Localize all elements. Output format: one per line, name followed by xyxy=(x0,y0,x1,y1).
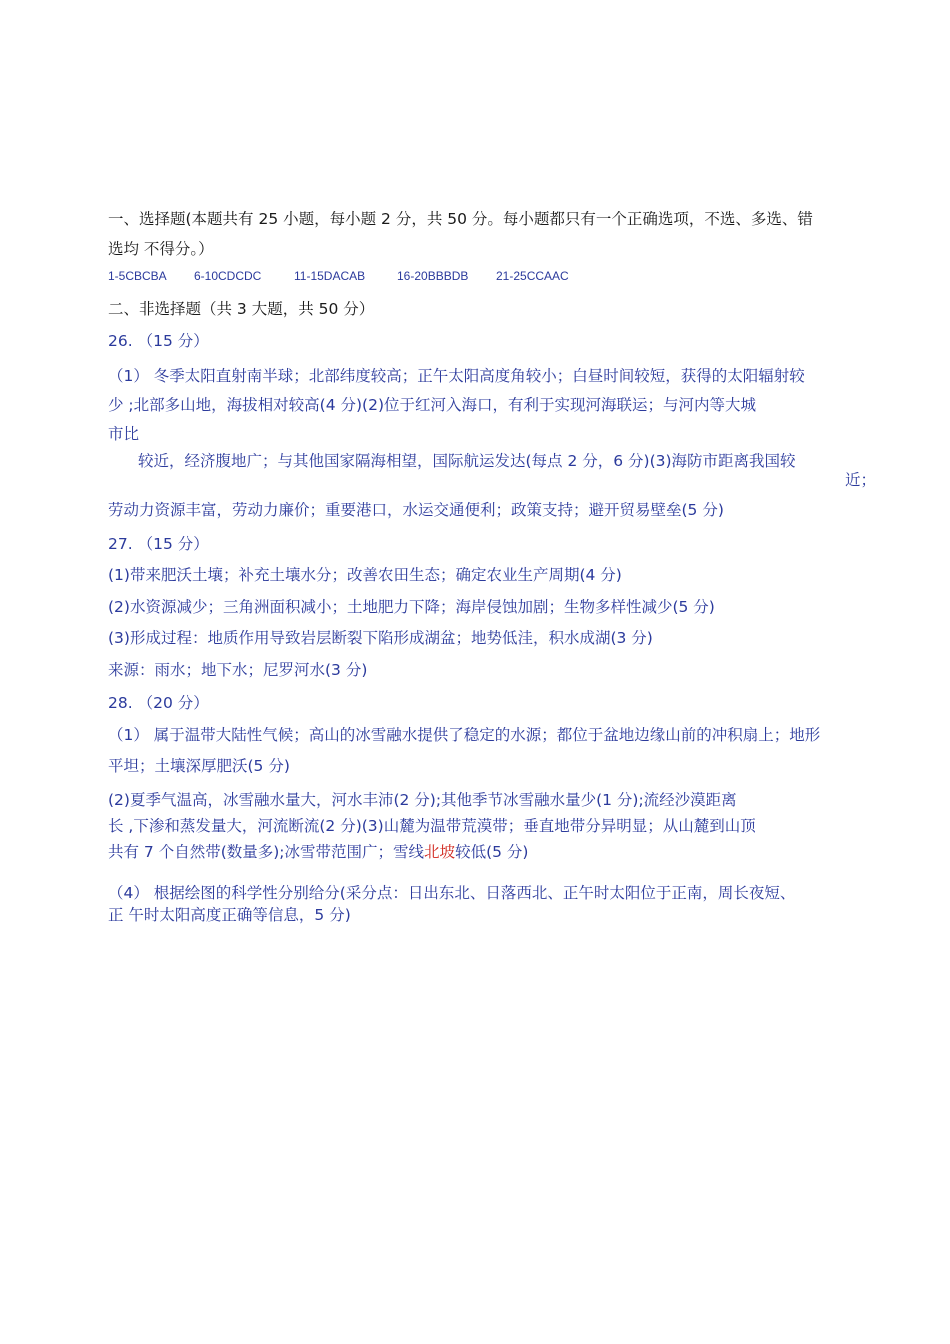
q27-line3: (3)形成过程：地质作用导致岩层断裂下陷形成湖盆；地势低洼，积水成湖(3 分) xyxy=(108,629,653,647)
answer-group-3: 11-15DACAB xyxy=(294,269,366,283)
q28-line5-tail: 较低(5 分) xyxy=(455,843,529,861)
q26-line1: （1） 冬季太阳直射南半球；北部纬度较高；正午太阳高度角较小；白昼时间较短，获得的太阳辐射较 xyxy=(108,367,805,385)
q28-line5 xyxy=(108,842,528,862)
q26-line2: 少 ;北部多山地，海拔相对较高(4 分)(2)位于红河入海口，有利于实现河海联运；与河内等大城 xyxy=(108,396,756,414)
q26-line4: 较近，经济腹地广；与其他国家隔海相望，国际航运发达(每点 2 分，6 分)(3)海防市距离我国较 xyxy=(138,452,796,470)
q28-line1: （1） 属于温带大陆性气候；高山的冰雪融水提供了稳定的水源；都位于盆地边缘山前的冲积扇上；地形 xyxy=(108,726,821,744)
q26-header: 26. （15 分） xyxy=(108,332,209,350)
section1-heading-line2: 选均 不得分。） xyxy=(108,240,214,258)
q28-header: 28. （20 分） xyxy=(108,694,209,712)
answer-group-1: 1-5CBCBA xyxy=(108,269,167,283)
q26-line4-continued: 近； xyxy=(845,471,877,489)
q26-line3: 市比 xyxy=(108,425,140,443)
highlight-north-slope: 北坡 xyxy=(424,843,456,861)
q27-header: 27. （15 分） xyxy=(108,535,209,553)
q27-line2: (2)水资源减少；三角洲面积减小；土地肥力下降；海岸侵蚀加剧；生物多样性减少(5 分) xyxy=(108,598,715,616)
answer-group-2: 6-10CDCDC xyxy=(194,269,262,283)
section2-heading: 二、非选择题（共 3 大题，共 50 分） xyxy=(108,300,375,318)
choice-answers xyxy=(108,269,569,283)
q28-line3: (2)夏季气温高，冰雪融水量大，河水丰沛(2 分);其他季节冰雪融水量少(1 分);流经沙漠距离 xyxy=(108,791,737,809)
q27-line4: 来源：雨水；地下水；尼罗河水(3 分) xyxy=(108,661,368,679)
q28-line7: 正 午时太阳高度正确等信息，5 分) xyxy=(108,906,351,924)
answer-group-5: 21-25CCAAC xyxy=(496,269,569,283)
answer-group-4: 16-20BBBDB xyxy=(397,269,469,283)
q28-line5-text: 共有 7 个自然带(数量多);冰雪带范围广；雪线 xyxy=(108,843,425,861)
q26-line5: 劳动力资源丰富，劳动力廉价；重要港口，水运交通便利；政策支持；避开贸易壁垒(5 分) xyxy=(108,501,724,519)
section1-heading-line1: 一、选择题(本题共有 25 小题，每小题 2 分，共 50 分。每小题都只有一个正确选项，不选、多选、错 xyxy=(108,210,813,228)
q28-line6: （4） 根据绘图的科学性分别给分(采分点：日出东北、日落西北、正午时太阳位于正南，周长夜短、 xyxy=(108,884,796,902)
q27-line1: (1)带来肥沃土壤；补充土壤水分；改善农田生态；确定农业生产周期(4 分) xyxy=(108,566,622,584)
q28-line4: 长 ,下渗和蒸发量大，河流断流(2 分)(3)山麓为温带荒漠带；垂直地带分异明显；从山麓到山顶 xyxy=(108,817,756,835)
q28-line2: 平坦；土壤深厚肥沃(5 分) xyxy=(108,757,290,775)
